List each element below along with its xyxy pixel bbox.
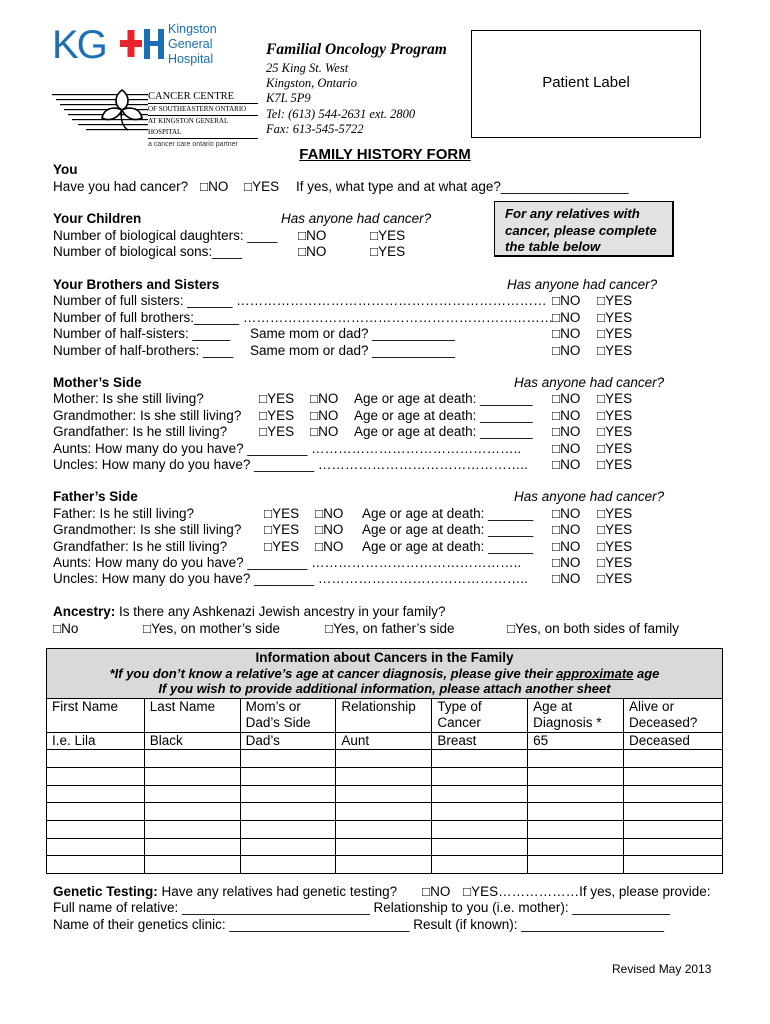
father-living-question: Father: Is he still living? [53,506,195,521]
maternal-grandfather-living-no-checkbox[interactable]: □NO [310,424,339,439]
mother-cancer-yes-checkbox[interactable]: □YES [597,391,633,406]
table-note-2: If you wish to provide additional information, please attach another sheet [158,681,611,696]
table-input-cell[interactable] [528,838,624,856]
maternal-grandfather-age-field[interactable]: Age or age at death: _______ [354,424,533,439]
table-input-cell[interactable] [336,785,432,803]
hospital-name [168,22,217,67]
column-header: Last Name [144,698,240,732]
table-input-cell[interactable] [528,803,624,821]
ancestry-question: Is there any Ashkenazi Jewish ancestry in your family? [119,604,446,619]
maternal-grandmother-living-yes-checkbox[interactable]: □YES [259,408,295,423]
revised-date: Revised May 2013 [612,962,712,976]
table-input-cell[interactable] [144,803,240,821]
father-cancer-yes-checkbox[interactable]: □YES [597,506,633,521]
you-yes-checkbox[interactable]: □YES [244,179,280,194]
mother-age-field[interactable]: Age or age at death: _______ [354,391,533,406]
paternal-grandfather-living-question: Grandfather: Is he still living? [53,539,228,554]
table-input-cell[interactable] [624,856,723,874]
column-header: Mom’s or Dad’s Side [240,698,336,732]
table-input-cell[interactable] [47,820,145,838]
relatives-note: For any relatives with cancer, please complete the table below [494,201,674,257]
maternal-uncles-field[interactable]: Uncles: How many do you have? ________ ……………………………………….. [53,457,528,472]
half-brothers-field[interactable]: Number of half-brothers: ____ [53,343,234,358]
table-input-cell[interactable] [47,838,145,856]
daughters-yes-checkbox[interactable]: □YES [370,228,406,243]
table-example-row [47,732,723,750]
patient-label-box[interactable] [471,30,701,138]
table-input-cell[interactable] [624,820,723,838]
phone-line: Tel: (613) 544-2631 ext. 2800 [266,106,416,121]
ancestry-mother-side-checkbox[interactable]: □Yes, on mother’s side [143,621,280,636]
table-input-cell[interactable] [144,750,240,768]
ancestry-question-line [53,604,445,620]
paternal-grandmother-living-no-checkbox[interactable]: □NO [315,522,344,537]
table-cell: Black [144,732,240,750]
father-side-heading: Father’s Side [53,489,138,504]
table-input-cell[interactable] [432,785,528,803]
table-input-cell[interactable] [47,785,145,803]
paternal-grandfather-living-no-checkbox[interactable]: □NO [315,539,344,554]
father-living-yes-checkbox[interactable]: □YES [264,506,300,521]
siblings-has-cancer-label: Has anyone had cancer? [507,277,658,292]
relative-name-field[interactable]: Full name of relative: _________________________ Relationship to you (i.e. mother): _____________ [53,900,670,915]
paternal-aunts-cancer-no-checkbox[interactable]: □NO [552,555,581,570]
table-input-cell[interactable] [528,767,624,785]
maternal-aunts-cancer-no-checkbox[interactable]: □NO [552,441,581,456]
table-input-cell[interactable] [47,750,145,768]
table-cell: I.e. Lila [47,732,145,750]
paternal-grandfather-living-yes-checkbox[interactable]: □YES [264,539,300,554]
table-title-cell [47,649,723,699]
full-brothers-yes-checkbox[interactable]: □YES [597,310,633,325]
table-input-cell[interactable] [240,820,336,838]
siblings-heading: Your Brothers and Sisters [53,277,220,292]
half-sisters-yes-checkbox[interactable]: □YES [597,326,633,341]
table-input-cell[interactable] [624,803,723,821]
table-header-row [47,698,723,732]
hospital-name-line: Kingston [168,22,217,36]
table-input-cell[interactable] [47,767,145,785]
full-brothers-no-checkbox[interactable]: □NO [552,310,581,325]
cancer-centre-line: a cancer care ontario partner [148,141,238,148]
table-input-cell[interactable] [144,785,240,803]
table-row [47,767,723,785]
daughters-no-checkbox[interactable]: □NO [298,228,327,243]
ancestry-both-sides-checkbox[interactable]: □Yes, on both sides of family [507,621,679,636]
ancestry-label: Ancestry: [53,604,116,619]
mother-side-heading: Mother’s Side [53,375,142,390]
paternal-uncles-cancer-yes-checkbox[interactable]: □YES [597,571,633,586]
you-no-checkbox[interactable]: □NO [200,179,229,194]
table-input-cell[interactable] [528,856,624,874]
children-heading: Your Children [53,211,142,226]
hospital-name-line: General [168,37,213,51]
maternal-grandfather-living-yes-checkbox[interactable]: □YES [259,424,295,439]
paternal-grandfather-cancer-no-checkbox[interactable]: □NO [552,539,581,554]
mother-side-has-cancer-label: Has anyone had cancer? [514,375,665,390]
table-input-cell[interactable] [240,785,336,803]
table-note-emphasis: approximate [556,665,634,681]
cancer-centre-line: OF SOUTHEASTERN ONTARIO [148,104,258,116]
table-row [47,820,723,838]
table-input-cell[interactable] [432,838,528,856]
cancer-centre-line: CANCER CENTRE [148,90,258,104]
table-cell: Aunt [336,732,432,750]
table-input-cell[interactable] [144,820,240,838]
sons-yes-checkbox[interactable]: □YES [370,244,406,259]
hospital-name-line: Hospital [168,52,214,66]
mother-living-yes-checkbox[interactable]: □YES [259,391,295,406]
full-sisters-yes-checkbox[interactable]: □YES [597,293,633,308]
table-input-cell[interactable] [624,785,723,803]
table-input-cell[interactable] [336,838,432,856]
maternal-uncles-cancer-yes-checkbox[interactable]: □YES [597,457,633,472]
half-sisters-no-checkbox[interactable]: □NO [552,326,581,341]
table-input-cell[interactable] [144,838,240,856]
maternal-grandfather-living-question: Grandfather: Is he still living? [53,424,228,439]
column-header: Relationship [336,698,432,732]
genetics-clinic-field[interactable]: Name of their genetics clinic: ________________________ Result (if known): ___________________ [53,917,664,932]
table-input-cell[interactable] [432,767,528,785]
paternal-uncles-cancer-no-checkbox[interactable]: □NO [552,571,581,586]
address-line: K7L 5P9 [266,91,311,106]
table-note-text: age [633,665,660,681]
table-input-cell[interactable] [144,767,240,785]
kgh-logo [52,24,172,64]
table-input-cell[interactable] [336,803,432,821]
paternal-aunts-cancer-yes-checkbox[interactable]: □YES [597,555,633,570]
father-living-no-checkbox[interactable]: □NO [315,506,344,521]
paternal-grandmother-living-question: Grandmother: Is she still living? [53,522,242,537]
table-input-cell[interactable] [528,785,624,803]
table-empty-rows [47,750,723,874]
column-header: Age at Diagnosis * [528,698,624,732]
father-cancer-no-checkbox[interactable]: □NO [552,506,581,521]
table-input-cell[interactable] [432,803,528,821]
half-sisters-field[interactable]: Number of half-sisters: _____ [53,326,231,341]
program-info [266,40,447,137]
table-input-cell[interactable] [144,856,240,874]
half-brothers-same-parent-field[interactable]: Same mom or dad? ___________ [250,343,455,358]
full-brothers-field[interactable]: Number of full brothers:______ …………………………………………………………… [53,310,554,325]
maternal-grandmother-cancer-yes-checkbox[interactable]: □YES [597,408,633,423]
daughters-field[interactable]: Number of biological daughters: ____ [53,228,278,243]
column-header: Alive or Deceased? [624,698,723,732]
table-cell: 65 [528,732,624,750]
father-side-has-cancer-label: Has anyone had cancer? [514,489,665,504]
ancestry-father-side-checkbox[interactable]: □Yes, on father’s side [325,621,455,636]
table-note-text: *If you don’t know a relative’s age at cancer diagnosis, please give their [109,665,557,681]
table-title: Information about Cancers in the Family [255,650,514,665]
table-input-cell[interactable] [624,838,723,856]
table-note [47,666,722,682]
maternal-grandmother-living-no-checkbox[interactable]: □NO [310,408,339,423]
trillium-icon [100,86,144,132]
paternal-grandmother-cancer-yes-checkbox[interactable]: □YES [597,522,633,537]
maternal-aunts-cancer-yes-checkbox[interactable]: □YES [597,441,633,456]
table-row [47,856,723,874]
table-input-cell[interactable] [336,856,432,874]
table-input-cell[interactable] [240,856,336,874]
half-brothers-yes-checkbox[interactable]: □YES [597,343,633,358]
table-input-cell[interactable] [432,750,528,768]
maternal-grandfather-cancer-yes-checkbox[interactable]: □YES [597,424,633,439]
table-input-cell[interactable] [336,820,432,838]
maternal-grandmother-cancer-no-checkbox[interactable]: □NO [552,408,581,423]
table-input-cell[interactable] [240,767,336,785]
you-heading: You [53,162,78,177]
table-input-cell[interactable] [47,856,145,874]
genetic-yes-checkbox[interactable]: □YES………………If yes, please provide: [463,884,711,899]
table-input-cell[interactable] [240,838,336,856]
paternal-aunts-field[interactable]: Aunts: How many do you have? ________ ……………………………………….. [53,555,522,570]
paternal-grandmother-age-field[interactable]: Age or age at death: ______ [362,522,534,537]
cancer-info-table [46,648,723,874]
paternal-grandmother-living-yes-checkbox[interactable]: □YES [264,522,300,537]
full-sisters-field[interactable]: Number of full sisters: ______ …………………………………………………………… [53,293,547,308]
half-sisters-same-parent-field[interactable]: Same mom or dad? ___________ [250,326,455,341]
paternal-uncles-field[interactable]: Uncles: How many do you have? ________ ……………………………………….. [53,571,528,586]
mother-cancer-no-checkbox[interactable]: □NO [552,391,581,406]
maternal-aunts-field[interactable]: Aunts: How many do you have? ________ ……………………………………….. [53,441,522,456]
table-input-cell[interactable] [336,750,432,768]
table-cell: Dad’s [240,732,336,750]
genetic-no-checkbox[interactable]: □NO [422,884,451,899]
mother-living-question: Mother: Is she still living? [53,391,204,406]
address-line: 25 King St. West [266,61,349,75]
maternal-grandmother-living-question: Grandmother: Is she still living? [53,408,242,423]
table-cell: Breast [432,732,528,750]
table-input-cell[interactable] [624,767,723,785]
patient-label-text: Patient Label [542,74,630,91]
column-header: Type of Cancer [432,698,528,732]
full-sisters-no-checkbox[interactable]: □NO [552,293,581,308]
table-input-cell[interactable] [432,820,528,838]
fax-line: Fax: 613-545-5722 [266,121,364,136]
program-title: Familial Oncology Program [266,41,447,58]
table-cell: Deceased [624,732,723,750]
maternal-uncles-cancer-no-checkbox[interactable]: □NO [552,457,581,472]
table-input-cell[interactable] [624,750,723,768]
genetic-testing-label: Genetic Testing: [53,884,158,899]
address-line: Kingston, Ontario [266,76,357,91]
paternal-grandfather-age-field[interactable]: Age or age at death: ______ [362,539,534,554]
table-row [47,803,723,821]
cancer-centre-line: AT KINGSTON GENERAL HOSPITAL [148,116,258,139]
paternal-grandmother-cancer-no-checkbox[interactable]: □NO [552,522,581,537]
table-title-row [47,649,723,699]
table-input-cell[interactable] [47,803,145,821]
table-row [47,785,723,803]
column-header: First Name [47,698,145,732]
mother-living-no-checkbox[interactable]: □NO [310,391,339,406]
table-input-cell[interactable] [240,750,336,768]
children-has-cancer-label: Has anyone had cancer? [281,211,432,226]
table-row [47,750,723,768]
ancestry-no-checkbox[interactable]: □No [53,621,79,636]
cancer-centre-text [148,90,258,150]
svg-text:KG: KG [52,24,106,64]
you-question: Have you had cancer? [53,179,189,194]
table-input-cell[interactable] [528,820,624,838]
table-input-cell[interactable] [432,856,528,874]
sons-field[interactable]: Number of biological sons:____ [53,244,243,259]
maternal-grandfather-cancer-no-checkbox[interactable]: □NO [552,424,581,439]
table-input-cell[interactable] [240,803,336,821]
sons-no-checkbox[interactable]: □NO [298,244,327,259]
table-input-cell[interactable] [528,750,624,768]
table-row [47,838,723,856]
maternal-grandmother-age-field[interactable]: Age or age at death: _______ [354,408,533,423]
half-brothers-no-checkbox[interactable]: □NO [552,343,581,358]
genetic-testing-line [53,884,397,900]
paternal-grandfather-cancer-yes-checkbox[interactable]: □YES [597,539,633,554]
genetic-testing-question: Have any relatives had genetic testing? [161,884,398,899]
father-age-field[interactable]: Age or age at death: ______ [362,506,534,521]
table-input-cell[interactable] [336,767,432,785]
you-cancer-type-field[interactable]: If yes, what type and at what age?_________________ [296,179,629,194]
form-title: FAMILY HISTORY FORM [299,146,471,163]
